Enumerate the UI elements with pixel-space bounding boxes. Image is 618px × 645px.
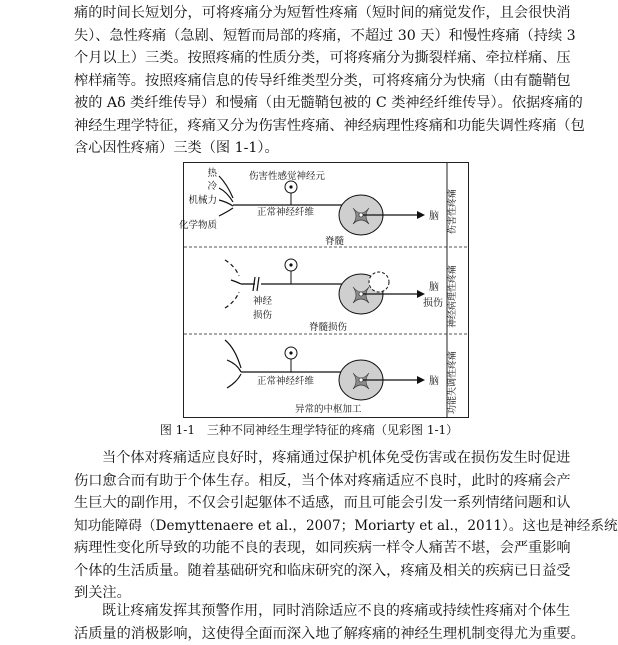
arrow-head — [417, 211, 425, 219]
cord-label: 脊髓损伤 — [309, 321, 348, 333]
stimulus-label: 机械力 — [188, 194, 217, 206]
nerve-ending — [219, 176, 233, 198]
injury-label: 神经 — [253, 295, 273, 307]
paragraph-pain-adaptation — [74, 447, 574, 605]
central-canal — [359, 213, 363, 217]
paragraph-pain-classification — [74, 2, 574, 160]
panel-dysfunctional-pain — [225, 340, 458, 415]
text-line: 活质量的消极影响，这使得全面而深入地了解疼痛的神经生理机制变得尤为重要。 — [74, 623, 574, 645]
central-canal — [359, 378, 363, 382]
injury-label: 损伤 — [253, 309, 273, 321]
nerve-ending — [227, 374, 241, 388]
damaged-nerve-ending — [225, 292, 239, 308]
text-line: 生巨大的副作用，不仅会引起躯体不适感，而且可能会引发一系列情绪问题和认 — [74, 492, 574, 515]
text-line: 病理性变化所导致的功能不良的表现，如同疾病一样令人痛苦不堪，会严重影响 — [74, 537, 574, 560]
spinal-lesion-area — [369, 272, 389, 292]
brain-label: 脑 — [429, 210, 439, 222]
nerve-ending — [219, 188, 233, 202]
cord-label: 脊髓 — [325, 235, 345, 247]
central-canal — [359, 292, 363, 296]
brain-label: 脑 — [429, 375, 439, 387]
fiber-label: 正常神经纤维 — [257, 375, 315, 387]
text-line: 神经生理学特征，疼痛又分为伤害性疼痛、神经病理性疼痛和功能失调性疼痛（包 — [74, 115, 574, 138]
stimulus-label: 热 — [207, 167, 217, 179]
text-line: 痛的时间长短划分，可将疼痛分为短暂性疼痛（短时间的痛觉发作，且会很快消 — [74, 2, 574, 25]
side-label: 神经病理性疼痛 — [446, 265, 458, 328]
text-line: 到关注。 — [74, 582, 574, 605]
stimulus-label: 化学物质 — [179, 219, 218, 231]
cord-label: 异常的中枢加工 — [295, 403, 362, 415]
text-line: 伤口愈合而有助于个体生存。相反，当个体对疼痛适应不良时，此时的疼痛会产 — [74, 470, 574, 493]
nerve-ending — [231, 280, 241, 284]
brain-label: 脑 — [429, 281, 439, 293]
arrow-head — [417, 290, 425, 298]
text-line: 个月以上）三类。按照疼痛的性质分类，可将疼痛分为撕裂样痛、牵拉样痛、压 — [74, 47, 574, 70]
text-line: 含心因性疼痛）三类（图 1-1）。 — [74, 137, 574, 160]
text-line: 榨样痛等。按照疼痛信息的传导纤维类型分类，可将疼痛分为快痛（由有髓鞘包 — [74, 70, 574, 93]
stimulus-label: 冷 — [207, 180, 217, 192]
figure-caption: 图 1-1 三种不同神经生理学特征的疼痛（见彩图 1-1） — [0, 421, 618, 438]
neuron-nucleus — [289, 185, 292, 188]
neuron-nucleus — [289, 263, 292, 266]
text-line: 被的 Aδ 类纤维传导）和慢痛（由无髓鞘包被的 C 类神经纤维传导）。依据疼痛的 — [74, 92, 574, 115]
nerve-ending — [219, 200, 233, 206]
text-line: 当个体对疼痛适应良好时，疼痛通过保护机体免受伤害或在损伤发生时促进 — [74, 447, 574, 470]
damaged-nerve-ending — [225, 260, 239, 276]
pain-types-diagram — [183, 162, 469, 418]
figure-1-1 — [183, 162, 469, 418]
text-line: 失）、急性疼痛（急剧、短暂而局部的疼痛，不超过 30 天）和慢性疼痛（持续 3 — [74, 25, 574, 48]
arrow-head — [417, 376, 425, 384]
panel-nociceptive-pain — [179, 167, 458, 247]
lesion-mark — [257, 277, 259, 291]
paragraph-pain-mechanism — [74, 600, 574, 645]
neuron-nucleus — [289, 351, 292, 354]
side-label: 伤害性疼痛 — [446, 189, 458, 234]
nerve-ending — [219, 208, 233, 216]
fiber-label: 正常神经纤维 — [257, 206, 315, 218]
panel-neuropathic-pain — [225, 259, 458, 333]
figure-frame — [184, 163, 469, 418]
brain-label: 损伤 — [423, 296, 443, 309]
side-label: 功能失调性疼痛 — [446, 351, 458, 414]
text-line: 既让疼痛发挥其预警作用，同时消除适应不良的疼痛或持续性疼痛对个体生 — [74, 600, 574, 623]
text-line: 个体的生活质量。随着基础研究和临床研究的深入，疼痛及相关的疾病已日益受 — [74, 560, 574, 583]
neuron-label: 伤害性感觉神经元 — [249, 170, 326, 182]
text-line: 知功能障碍（Demyttenaere et al.，2007；Moriarty et al.，2011）。这也是神经系统 — [74, 515, 574, 538]
